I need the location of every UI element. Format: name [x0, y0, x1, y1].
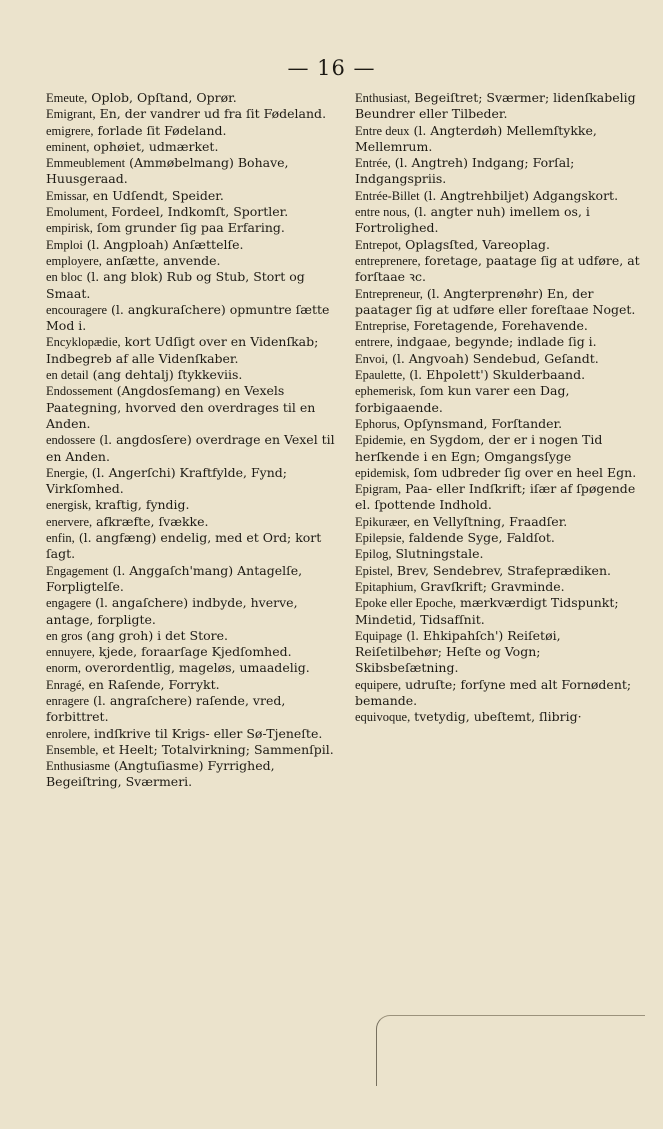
- entry-headword: entre nous,: [355, 205, 410, 220]
- entry-definition: (l. Anggaſch'mang) Antagelſe, Forpligtelſe.: [46, 562, 303, 594]
- dictionary-entry: [355, 579, 645, 595]
- entry-definition: (l. Angtrehbiljet) Adgangskort.: [419, 187, 619, 203]
- entry-definition: (l. ang blok) Rub og Stub, Stort og Smaat.: [46, 269, 305, 301]
- entry-definition: (Angdosſemang) en Vexels Paategning, hvorved den overdrages til en Anden.: [46, 383, 316, 431]
- entry-headword: Engagement: [46, 563, 109, 578]
- entry-definition: kort Udſigt over en Videnſkab; Indbegreb af alle Videnſkaber.: [46, 334, 319, 366]
- entry-headword: encouragere: [46, 302, 108, 317]
- entry-definition: (l. angaſchere) indbyde, hverve, antage, forpligte.: [46, 595, 298, 627]
- entry-definition: en Udſendt, Speider.: [88, 187, 224, 203]
- entry-headword: Enthusiast,: [355, 91, 411, 105]
- entry-definition: (Angtuſiasme) Fyrrighed, Begeiſtring, Sværmeri.: [46, 758, 275, 790]
- entry-headword: empirisk,: [46, 221, 93, 236]
- dictionary-entry: [46, 644, 338, 660]
- entry-definition: en Sygdom, der er i nogen Tid herſkende i en Egn; Omgangsſyge: [355, 432, 603, 464]
- dictionary-entry: [355, 432, 645, 465]
- dictionary-entry: [355, 253, 645, 286]
- dictionary-entry: [355, 563, 645, 579]
- dictionary-entry: [355, 677, 645, 710]
- dictionary-entry: [46, 660, 338, 676]
- entry-definition: Paa- eller Indſkrift; iſær af ſpøgende el. ſpottende Indhold.: [355, 481, 636, 513]
- entry-definition: forlade ſit Fødeland.: [93, 122, 227, 138]
- entry-headword: Emmeublement: [46, 156, 126, 171]
- entry-definition: (ang groh) i det Store.: [82, 627, 229, 643]
- entry-headword: Emeute,: [46, 91, 88, 105]
- entry-headword: ephemerisk,: [355, 384, 416, 399]
- entry-headword: Entrée,: [355, 156, 391, 171]
- dictionary-entry: [355, 514, 645, 530]
- entry-headword: enragere: [46, 693, 90, 708]
- dictionary-entry: [46, 628, 338, 644]
- entry-headword: enorm,: [46, 661, 82, 676]
- entry-headword: employere,: [46, 253, 102, 268]
- dictionary-entry: [46, 302, 338, 335]
- dictionary-entry: [46, 334, 338, 367]
- entry-definition: (l. Angvoah) Sendebud, Geſandt.: [387, 350, 599, 366]
- entry-headword: en bloc: [46, 270, 83, 285]
- entry-headword: Enthusiasme: [46, 759, 110, 774]
- dictionary-entry: [355, 318, 645, 334]
- entry-definition: ſom udbreder ſig over en heel Egn.: [409, 464, 637, 480]
- dictionary-entry: [355, 628, 645, 677]
- dictionary-entry: [355, 204, 645, 237]
- entry-definition: Opſynsmand, Forſtander.: [399, 415, 563, 431]
- entry-headword: emigrere,: [46, 123, 94, 138]
- entry-headword: Emolument,: [46, 205, 108, 220]
- entry-definition: tvetydig, ubeſtemt, ſlibrig·: [410, 709, 582, 725]
- dictionary-entry: [46, 465, 338, 498]
- dictionary-entry: [46, 90, 338, 106]
- entry-headword: eminent,: [46, 139, 90, 154]
- entry-definition: udruſte; forſyne med alt Fornødent; bemande.: [355, 676, 632, 708]
- dictionary-entry: [355, 188, 645, 204]
- dictionary-entry: [355, 709, 645, 725]
- dictionary-entry: [355, 481, 645, 514]
- entry-definition: (ang dehtalj) ſtykkeviis.: [88, 367, 243, 383]
- dictionary-entry: [355, 237, 645, 253]
- entry-definition: Oplob, Opſtand, Oprør.: [87, 90, 237, 105]
- entry-definition: Fordeel, Indkomſt, Sportler.: [107, 204, 289, 220]
- dictionary-entry: [46, 139, 338, 155]
- entry-definition: indgaae, begynde; indlade ſig i.: [392, 334, 597, 350]
- entry-definition: et Heelt; Totalvirkning; Sammenſpil.: [98, 741, 334, 757]
- entry-definition: foretage, paatage ſig at udføre, at forſtaae ꝛc.: [355, 252, 640, 285]
- dictionary-entry: [355, 546, 645, 562]
- entry-definition: afkræfte, ſvække.: [92, 513, 209, 529]
- entry-definition: mærkværdigt Tidspunkt; Mindetid, Tidsafſnit.: [355, 595, 619, 627]
- entry-headword: Emploi: [46, 237, 83, 252]
- dictionary-entry: [355, 90, 645, 123]
- entry-definition: Oplagsſted, Vareoplag.: [401, 236, 550, 252]
- entry-headword: Entrepot,: [355, 237, 402, 252]
- dictionary-entry: [46, 726, 338, 742]
- dictionary-entry: [46, 758, 338, 791]
- entry-definition: en Raſende, Forrykt.: [84, 676, 220, 692]
- dictionary-entry: [46, 514, 338, 530]
- dictionary-entry: [355, 530, 645, 546]
- entry-headword: enrolere,: [46, 726, 91, 741]
- entry-definition: Foretagende, Forehavende.: [409, 318, 588, 334]
- dictionary-entry: [355, 595, 645, 628]
- dictionary-entry: [46, 383, 338, 432]
- entry-definition: Gravſkrift; Gravminde.: [416, 578, 565, 594]
- entry-definition: (l. angter nuh) imellem os, i Fortrolighed.: [355, 204, 590, 236]
- entry-headword: Entrepreneur,: [355, 286, 423, 301]
- dictionary-entry: [355, 367, 645, 383]
- entry-headword: enfin,: [46, 531, 75, 546]
- dictionary-entry: [46, 253, 338, 269]
- dictionary-entry: [355, 123, 645, 156]
- entry-definition: (l. Angtreh) Indgang; Forſal; Indgangspriis.: [355, 155, 575, 187]
- dictionary-entry: [46, 155, 338, 188]
- dictionary-entry: [46, 204, 338, 220]
- entry-definition: (l. Angerſchi) Kraftfylde, Fynd; Virkſomhed.: [46, 464, 287, 497]
- dictionary-entry: [355, 351, 645, 367]
- entry-definition: (l. Ehkipahſch') Reiſetøi, Reiſetilbehør; Heſte og Vogn; Skibsbeſætning.: [355, 627, 561, 676]
- entry-definition: (l. angfæng) endelig, med et Ord; kort ſagt.: [46, 530, 322, 562]
- entry-headword: Entreprise,: [355, 319, 410, 334]
- page-number: — 16 —: [287, 56, 376, 80]
- margin-bracket: [376, 1015, 645, 1086]
- entry-headword: Equipage: [355, 628, 403, 643]
- entry-headword: Entre deux: [355, 123, 410, 138]
- entry-headword: epidemisk,: [355, 465, 410, 480]
- entry-definition: (l. Angterprenøhr) En, der paatager ſig at udføre eller foreſtaae Noget.: [355, 285, 636, 317]
- entry-headword: Epistel,: [355, 563, 393, 578]
- dictionary-entry: [46, 693, 338, 726]
- entry-definition: anſætte, anvende.: [101, 252, 221, 268]
- entry-headword: Epigram,: [355, 482, 402, 497]
- entry-definition: (l. Angploah) Anſættelſe.: [82, 236, 244, 252]
- entry-headword: enervere,: [46, 514, 93, 529]
- dictionary-entry: [355, 465, 645, 481]
- entry-headword: Epaulette,: [355, 368, 406, 383]
- entry-headword: engagere: [46, 596, 92, 611]
- entry-headword: endossere: [46, 433, 96, 448]
- dictionary-entry: [355, 286, 645, 319]
- dictionary-entry: [46, 563, 338, 596]
- dictionary-entry: [46, 106, 338, 122]
- entry-headword: Epilepsie,: [355, 531, 405, 546]
- dictionary-entry: [46, 367, 338, 383]
- entry-definition: (Ammøbelmang) Bohave, Huusgeraad.: [46, 155, 289, 187]
- entry-headword: energisk,: [46, 498, 92, 513]
- entry-headword: Epidemie,: [355, 433, 407, 448]
- entry-headword: Energie,: [46, 465, 88, 480]
- entry-definition: En, der vandrer ud fra ſit Fødeland.: [95, 106, 327, 122]
- entry-headword: Epilog,: [355, 547, 392, 562]
- entry-headword: Endossement: [46, 384, 113, 399]
- dictionary-entry: [46, 269, 338, 302]
- dictionary-entry: [46, 595, 338, 628]
- left-column: [46, 90, 338, 791]
- dictionary-entry: [46, 742, 338, 758]
- entry-headword: Envoi,: [355, 351, 388, 366]
- entry-headword: entreprenere,: [355, 253, 421, 268]
- entry-headword: Enragé,: [46, 677, 85, 692]
- entry-definition: overordentlig, mageløs, umaadelig.: [81, 660, 310, 676]
- entry-definition: (l. Angterdøh) Mellemſtykke, Mellemrum.: [355, 122, 597, 154]
- right-column: [355, 90, 645, 726]
- entry-definition: ſom grunder ſig paa Erfaring.: [92, 220, 285, 236]
- entry-headword: Epitaphium,: [355, 579, 417, 594]
- dictionary-entry: [46, 432, 338, 465]
- entry-definition: faldende Syge, Faldſot.: [404, 530, 555, 546]
- entry-definition: (l. Ehpolett') Skulderbaand.: [405, 367, 586, 383]
- entry-definition: indſkrive til Krigs- eller Sø-Tjeneſte.: [90, 725, 323, 741]
- dictionary-entry: [46, 530, 338, 563]
- entry-headword: en detail: [46, 368, 89, 383]
- entry-definition: ſom kun varer een Dag, forbigaaende.: [355, 383, 570, 415]
- dictionary-entry: [355, 416, 645, 432]
- entry-definition: kraftig, fyndig.: [91, 497, 190, 513]
- dictionary-entry: [46, 677, 338, 693]
- entry-headword: Encyklopædie,: [46, 335, 121, 350]
- entry-headword: Epoke eller Epoche,: [355, 596, 456, 611]
- dictionary-entry: [355, 334, 645, 350]
- entry-headword: Ephorus,: [355, 416, 400, 431]
- entry-headword: equivoque,: [355, 710, 411, 725]
- entry-headword: Ensemble,: [46, 742, 99, 757]
- entry-headword: Entrée-Billet: [355, 188, 420, 203]
- dictionary-entry: [355, 155, 645, 188]
- entry-headword: entrere,: [355, 335, 393, 350]
- entry-definition: Slutningstale.: [391, 546, 484, 562]
- dictionary-entry: [46, 237, 338, 253]
- dictionary-entry: [355, 383, 645, 416]
- entry-definition: Begeiſtret; Sværmer; lidenſkabelig Beundrer eller Tilbeder.: [355, 90, 636, 122]
- entry-headword: Emigrant,: [46, 107, 96, 122]
- entry-definition: (l. angkuraſchere) opmuntre ſætte Mod i.: [46, 301, 330, 334]
- dictionary-entry: [46, 188, 338, 204]
- entry-definition: (l. angdosſere) overdrage en Vexel til en Anden.: [46, 432, 335, 464]
- entry-headword: Epikuræer,: [355, 514, 410, 529]
- entry-definition: en Vellyſtning, Fraadſer.: [409, 513, 568, 529]
- dictionary-entry: [46, 123, 338, 139]
- entry-headword: ennuyere,: [46, 645, 95, 660]
- entry-definition: ophøiet, udmærket.: [89, 138, 219, 154]
- dictionary-entry: [46, 220, 338, 236]
- entry-definition: (l. angraſchere) raſende, vred, forbittret.: [46, 692, 286, 725]
- dictionary-entry: [46, 497, 338, 513]
- entry-headword: Emissar,: [46, 188, 89, 203]
- entry-definition: Brev, Sendebrev, Strafeprædiken.: [392, 562, 611, 578]
- entry-headword: en gros: [46, 628, 83, 643]
- entry-headword: equipere,: [355, 677, 402, 692]
- entry-definition: kjede, foraarſage Kjedſomhed.: [94, 644, 292, 660]
